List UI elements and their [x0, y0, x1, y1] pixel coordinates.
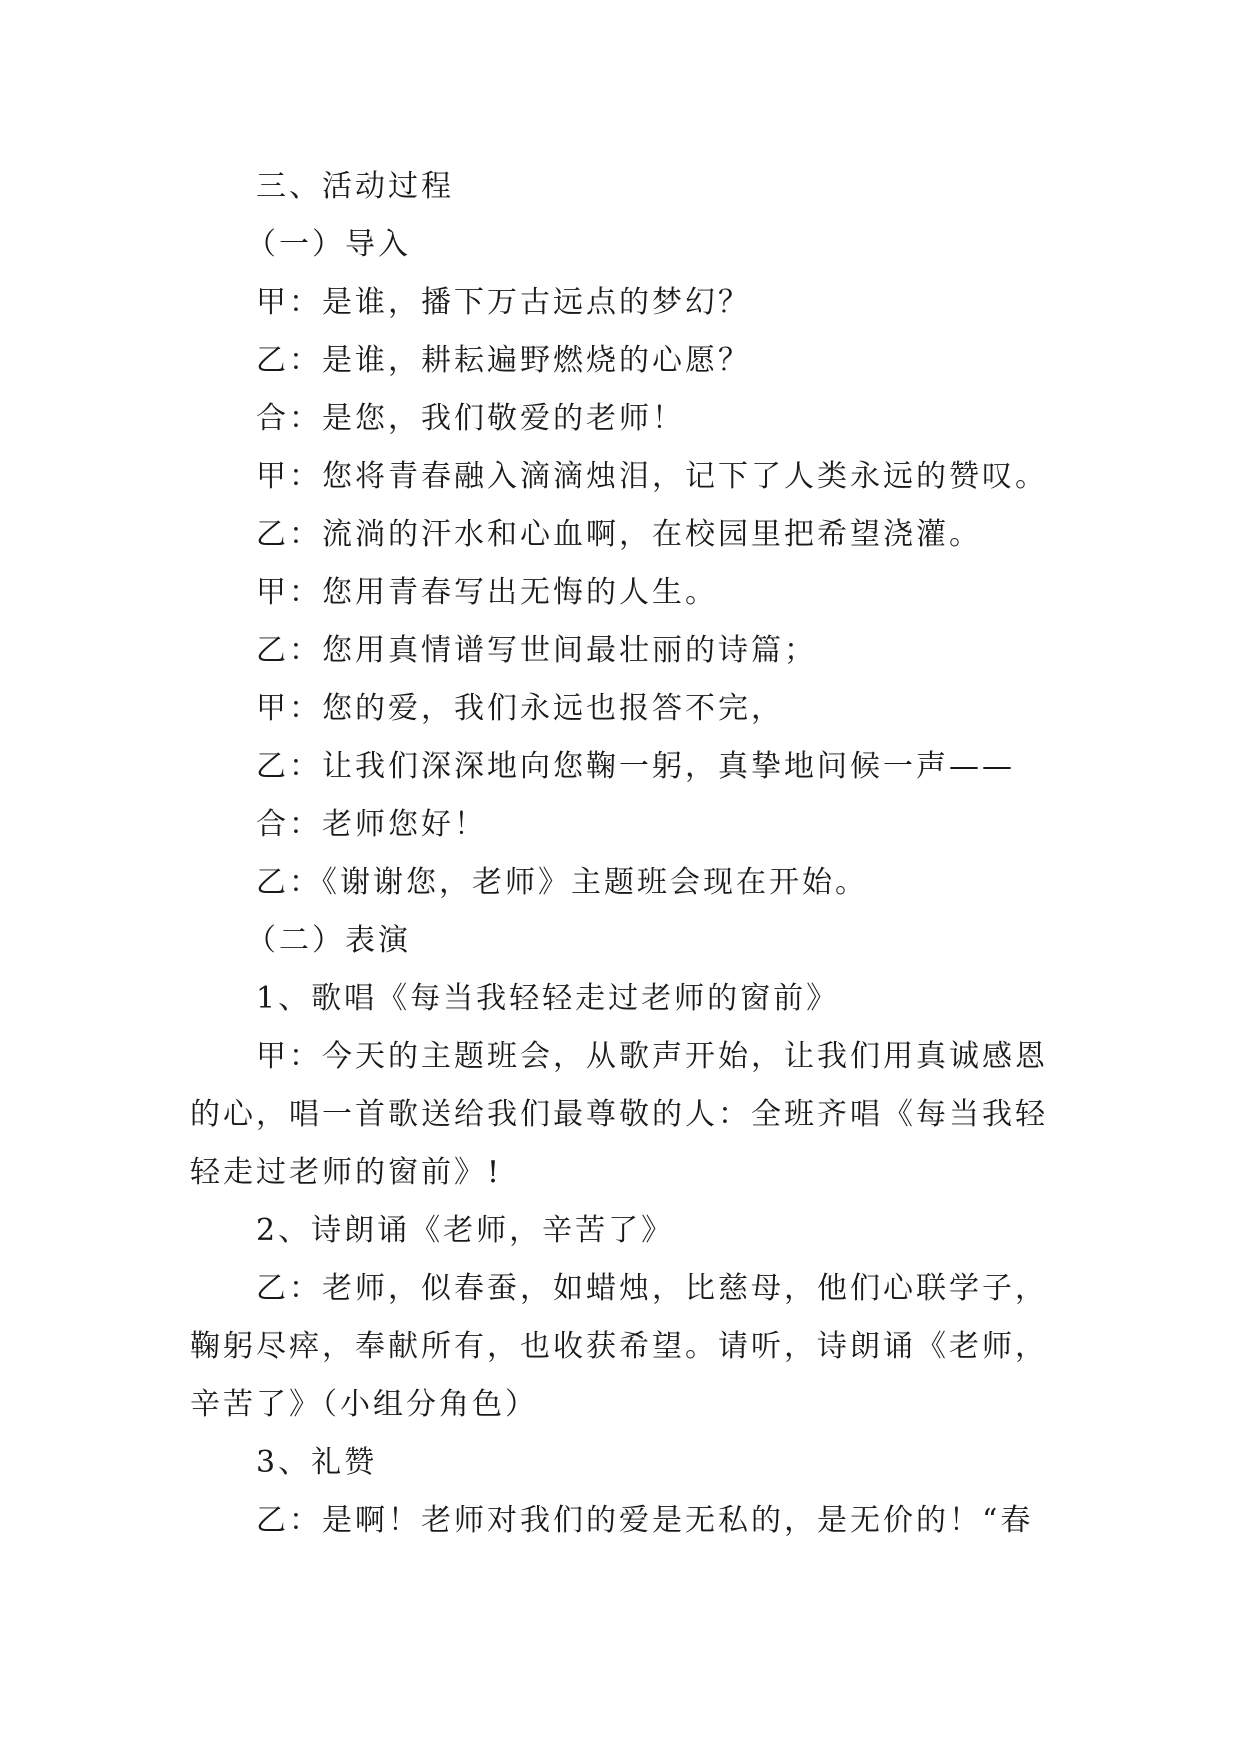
dialogue-line: 乙：《谢谢您，老师》主题班会现在开始。 [256, 865, 868, 900]
paragraph-line: 的心，唱一首歌送给我们最尊敬的人：全班齐唱《每当我轻 [190, 1097, 1048, 1132]
dialogue-line: 甲：是谁，播下万古远点的梦幻？ [256, 285, 751, 320]
dialogue-line: 甲：您用青春写出无悔的人生。 [256, 575, 718, 610]
paragraph-line: 乙：是啊！老师对我们的爱是无私的，是无价的！“春 [256, 1503, 1034, 1538]
item-heading: 2、诗朗诵《老师，辛苦了》 [256, 1213, 675, 1248]
dialogue-line: 乙：您用真情谱写世间最壮丽的诗篇； [256, 633, 817, 668]
item-heading: 1、歌唱《每当我轻轻走过老师的窗前》 [256, 981, 840, 1016]
paragraph-line: 鞠躬尽瘁，奉献所有，也收获希望。请听，诗朗诵《老师， [190, 1329, 1048, 1364]
dialogue-line: 乙：是谁，耕耘遍野燃烧的心愿？ [256, 343, 751, 378]
subsection-heading: （二）表演 [246, 923, 411, 958]
paragraph-line: 辛苦了》（小组分角色） [190, 1387, 538, 1422]
paragraph-line: 轻走过老师的窗前》! [190, 1155, 503, 1190]
subsection-heading: （一）导入 [246, 227, 411, 262]
dialogue-line: 乙：流淌的汗水和心血啊，在校园里把希望浇灌。 [256, 517, 982, 552]
dialogue-line: 合：老师您好！ [256, 807, 487, 842]
paragraph-line: 乙：老师，似春蚕，如蜡烛，比慈母，他们心联学子， [256, 1271, 1048, 1306]
item-heading: 3、礼赞 [256, 1445, 378, 1480]
document-body [190, 158, 1060, 1550]
dialogue-line: 甲：您将青春融入滴滴烛泪，记下了人类永远的赞叹。 [256, 459, 1048, 494]
dialogue-line: 甲：您的爱，我们永远也报答不完， [256, 691, 784, 726]
dialogue-line: 乙：让我们深深地向您鞠一躬，真挚地问候一声—— [256, 749, 1015, 784]
section-heading: 三、活动过程 [256, 169, 454, 204]
dialogue-line: 合：是您，我们敬爱的老师！ [256, 401, 685, 436]
paragraph-line: 甲：今天的主题班会，从歌声开始，让我们用真诚感恩 [256, 1039, 1048, 1074]
